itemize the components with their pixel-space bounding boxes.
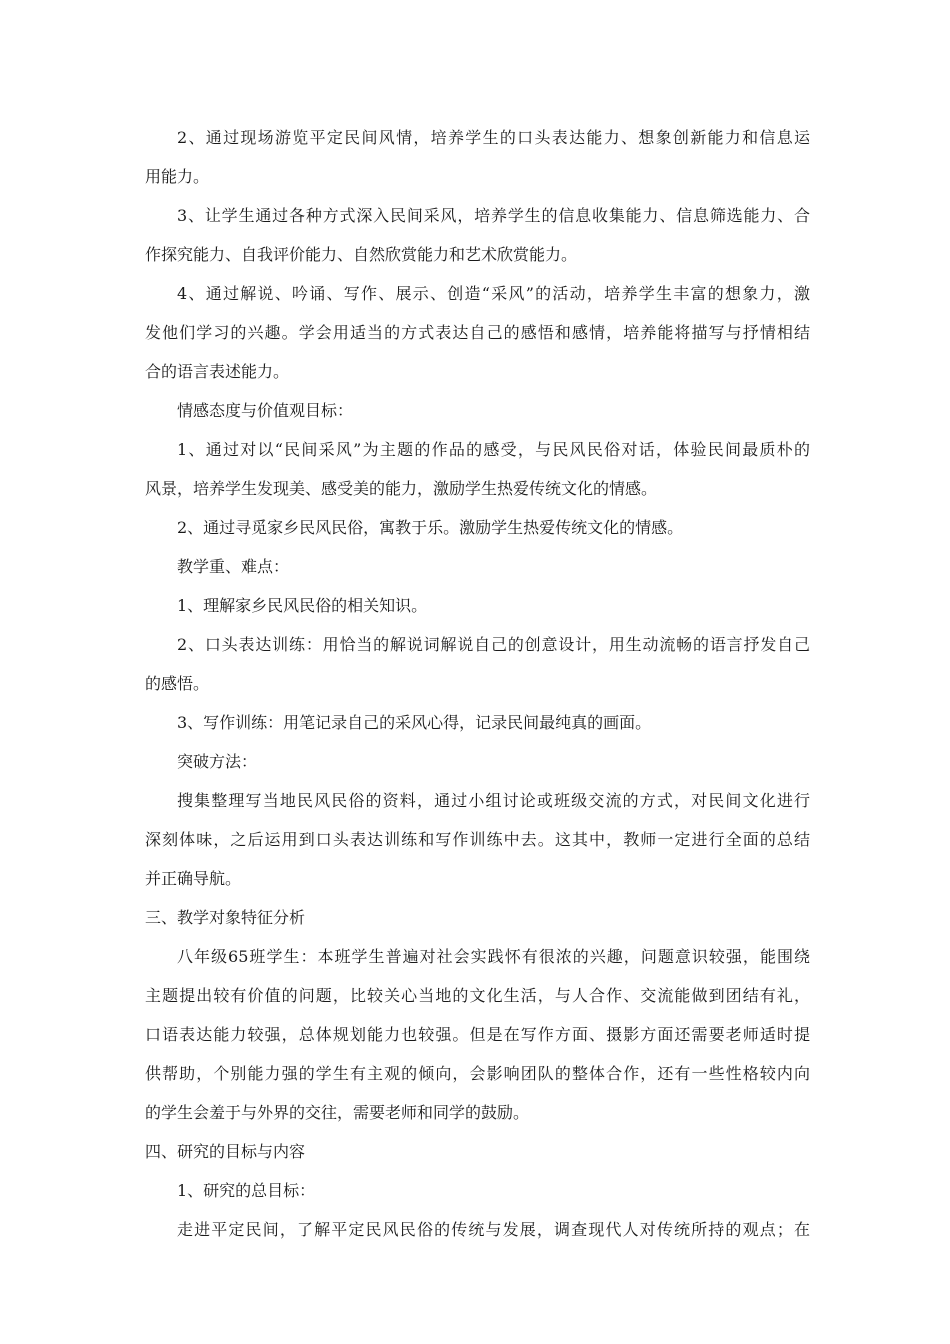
paragraph-line: 3、写作训练：用笔记录自己的采风心得，记录民间最纯真的画面。	[177, 713, 652, 732]
section-heading: 四、研究的目标与内容	[145, 1142, 306, 1161]
paragraph-line: 2、通过现场游览平定民间风情，培养学生的口头表达能力、想象创新能力和信息运	[177, 128, 810, 147]
subsection-heading: 1、研究的总目标：	[177, 1181, 316, 1200]
paragraph-line: 并正确导航。	[145, 869, 242, 888]
paragraph-line: 主题提出较有价值的问题，比较关心当地的文化生活，与人合作、交流能做到团结有礼，	[145, 986, 810, 1005]
paragraph-line: 的学生会羞于与外界的交往，需要老师和同学的鼓励。	[145, 1103, 530, 1122]
paragraph-line: 1、理解家乡民风民俗的相关知识。	[177, 596, 428, 615]
paragraph-line: 供帮助，个别能力强的学生有主观的倾向，会影响团队的整体合作，还有一些性格较内向	[145, 1064, 810, 1083]
paragraph-line: 作探究能力、自我评价能力、自然欣赏能力和艺术欣赏能力。	[145, 245, 578, 264]
section-heading: 教学重、难点：	[177, 557, 290, 576]
paragraph-line: 3、让学生通过各种方式深入民间采风，培养学生的信息收集能力、信息筛选能力、合	[177, 206, 810, 225]
paragraph-line: 风景，培养学生发现美、感受美的能力，激励学生热爱传统文化的情感。	[145, 479, 658, 498]
paragraph-line: 走进平定民间，了解平定民风民俗的传统与发展，调查现代人对传统所持的观点；在	[177, 1220, 810, 1239]
paragraph-line: 合的语言表述能力。	[145, 362, 290, 381]
paragraph-line: 的感悟。	[145, 674, 210, 693]
paragraph-line: 用能力。	[145, 167, 210, 186]
paragraph-line: 2、通过寻觅家乡民风民俗，寓教于乐。激励学生热爱传统文化的情感。	[177, 518, 684, 537]
paragraph-line: 发他们学习的兴趣。学会用适当的方式表达自己的感悟和感情，培养能将描写与抒情相结	[145, 323, 810, 342]
paragraph-line: 八年级65班学生：本班学生普遍对社会实践怀有很浓的兴趣，问题意识较强，能围绕	[177, 947, 810, 966]
paragraph-line: 口语表达能力较强，总体规划能力也较强。但是在写作方面、摄影方面还需要老师适时提	[145, 1025, 810, 1044]
section-heading: 突破方法：	[177, 752, 258, 771]
section-heading: 三、教学对象特征分析	[145, 908, 306, 927]
section-heading: 情感态度与价值观目标：	[177, 401, 354, 420]
paragraph-line: 1、通过对以“民间采风”为主题的作品的感受，与民风民俗对话，体验民间最质朴的	[177, 440, 810, 459]
paragraph-line: 深刻体味，之后运用到口头表达训练和写作训练中去。这其中，教师一定进行全面的总结	[145, 830, 810, 849]
paragraph-line: 2、口头表达训练：用恰当的解说词解说自己的创意设计，用生动流畅的语言抒发自己	[177, 635, 810, 654]
paragraph-line: 搜集整理写当地民风民俗的资料，通过小组讨论或班级交流的方式，对民间文化进行	[177, 791, 810, 810]
paragraph-line: 4、通过解说、吟诵、写作、展示、创造“采风”的活动，培养学生丰富的想象力，激	[177, 284, 810, 303]
